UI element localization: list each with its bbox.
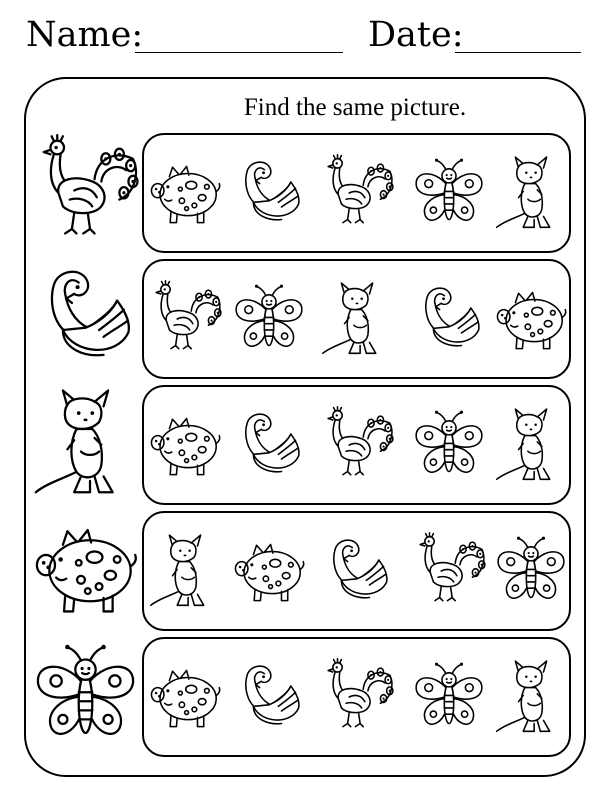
butterfly-icon — [230, 264, 308, 374]
choice-picture[interactable] — [230, 516, 308, 626]
choice-picture[interactable] — [410, 516, 488, 626]
choice-picture[interactable] — [410, 138, 488, 248]
kangaroo-icon — [492, 138, 570, 248]
butterfly-icon — [410, 642, 488, 752]
kangaroo-icon — [492, 390, 570, 500]
pig-icon — [492, 264, 570, 374]
choice-picture[interactable] — [318, 138, 396, 248]
reference-picture — [29, 380, 142, 505]
choice-picture[interactable] — [318, 516, 396, 626]
peacock-icon — [410, 516, 488, 626]
name-label: Name: — [26, 15, 144, 55]
butterfly-icon — [410, 138, 488, 248]
reference-picture — [29, 254, 142, 379]
choice-picture[interactable] — [230, 264, 308, 374]
choice-picture[interactable] — [410, 390, 488, 500]
choice-picture[interactable] — [318, 264, 396, 374]
pig-icon — [29, 506, 142, 631]
pig-icon — [230, 516, 308, 626]
kangaroo-icon — [318, 264, 396, 374]
butterfly-icon — [410, 390, 488, 500]
choice-picture[interactable] — [410, 264, 488, 374]
peacock-icon — [146, 264, 224, 374]
pig-icon — [146, 390, 224, 500]
swan-icon — [29, 254, 142, 379]
choice-picture[interactable] — [492, 516, 570, 626]
pig-icon — [146, 642, 224, 752]
swan-icon — [230, 138, 308, 248]
choice-picture[interactable] — [230, 642, 308, 752]
choice-picture[interactable] — [146, 138, 224, 248]
reference-picture — [29, 128, 142, 253]
swan-icon — [410, 264, 488, 374]
reference-picture — [29, 506, 142, 631]
swan-icon — [230, 390, 308, 500]
choice-picture[interactable] — [318, 390, 396, 500]
choice-picture[interactable] — [146, 642, 224, 752]
choice-picture[interactable] — [410, 642, 488, 752]
swan-icon — [318, 516, 396, 626]
choice-picture[interactable] — [492, 642, 570, 752]
kangaroo-icon — [146, 516, 224, 626]
choice-picture[interactable] — [492, 264, 570, 374]
choice-picture[interactable] — [146, 516, 224, 626]
choice-picture[interactable] — [492, 390, 570, 500]
reference-picture — [29, 632, 142, 757]
choice-picture[interactable] — [492, 138, 570, 248]
choice-picture[interactable] — [230, 390, 308, 500]
peacock-icon — [29, 128, 142, 253]
pig-icon — [146, 138, 224, 248]
date-label: Date: — [368, 15, 464, 55]
choice-picture[interactable] — [230, 138, 308, 248]
butterfly-icon — [492, 516, 570, 626]
swan-icon — [230, 642, 308, 752]
kangaroo-icon — [492, 642, 570, 752]
name-field[interactable] — [135, 52, 343, 53]
choice-picture[interactable] — [146, 390, 224, 500]
kangaroo-icon — [29, 380, 142, 505]
peacock-icon — [318, 390, 396, 500]
instruction-text: Find the same picture. — [243, 94, 467, 121]
peacock-icon — [318, 138, 396, 248]
choice-picture[interactable] — [146, 264, 224, 374]
butterfly-icon — [29, 632, 142, 757]
peacock-icon — [318, 642, 396, 752]
choice-picture[interactable] — [318, 642, 396, 752]
date-field[interactable] — [455, 52, 581, 53]
